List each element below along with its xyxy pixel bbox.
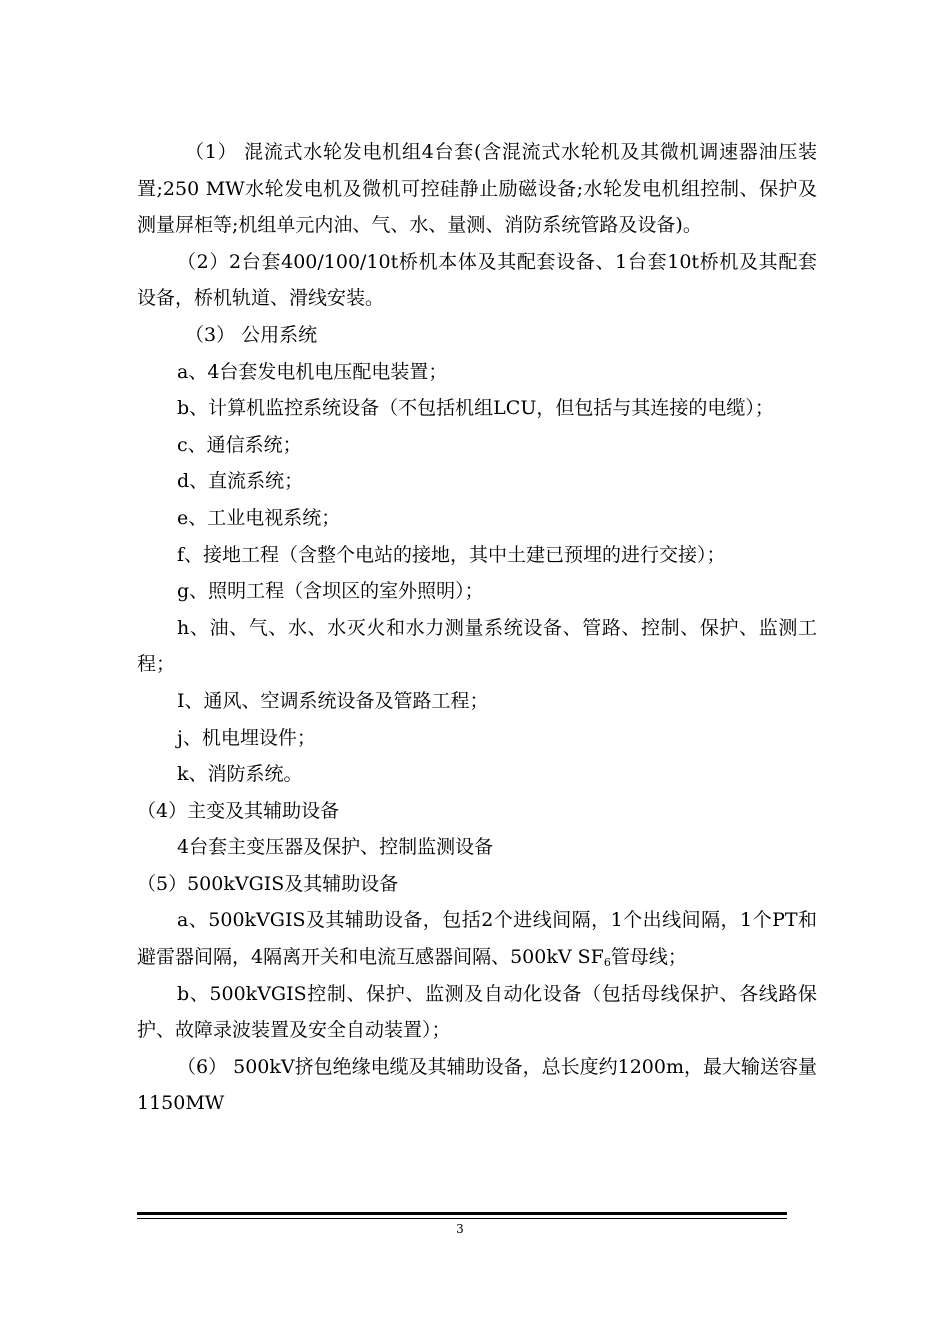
list-item-j: j、机电埋设件； <box>177 726 316 749</box>
list-item-5a-tail: 管母线； <box>610 946 687 969</box>
paragraph-item-1: （1） 混流式水轮发电机组4台套(含混流式水轮机及其微机调速器油压装置;250 MW水轮发电机及微机可控硅静止励磁设备;水轮发电机组控制、保护及测量屏柜等;机组单元内油、气、水、量测、消防系统管路及设备)。 <box>137 141 817 237</box>
paragraph-item-4-heading: （4）主变及其辅助设备 <box>137 799 340 822</box>
document-body <box>137 134 817 1122</box>
list-item-e: e、工业电视系统； <box>177 506 341 529</box>
list-item-c: c、通信系统； <box>177 433 302 456</box>
list-item-i: I、通风、空调系统设备及管路工程； <box>177 689 489 712</box>
sf6-subscript: 6 <box>603 956 611 970</box>
list-item-b: b、计算机监控系统设备（不包括机组LCU，但包括与其连接的电缆）； <box>177 397 774 420</box>
list-item-a: a、4台套发电机电压配电装置； <box>177 360 448 383</box>
paragraph-item-5-heading: （5）500kVGIS及其辅助设备 <box>137 872 399 895</box>
list-item-d: d、直流系统； <box>177 470 304 493</box>
list-item-k: k、消防系统。 <box>177 763 303 786</box>
paragraph-item-6: （6） 500kV挤包绝缘电缆及其辅助设备，总长度约1200m，最大输送容量1150MW <box>137 1055 817 1115</box>
paragraph-item-3-heading: （3） 公用系统 <box>185 323 318 346</box>
list-item-f: f、接地工程（含整个电站的接地，其中土建已预埋的进行交接）； <box>177 543 726 566</box>
list-item-5b: b、500kVGIS控制、保护、监测及自动化设备（包括母线保护、各线路保护、故障录波装置及安全自动装置）； <box>137 982 817 1042</box>
page-number: 3 <box>456 1222 464 1236</box>
paragraph-item-4-body: 4台套主变压器及保护、控制监测设备 <box>177 836 494 859</box>
list-item-h: h、油、气、水、水灭火和水力测量系统设备、管路、控制、保护、监测工程； <box>137 616 817 676</box>
list-item-5a-text: a、500kVGIS及其辅助设备，包括2个进线间隔，1个出线间隔，1个PT和避雷器间隔，4隔离开关和电流互感器间隔、500kV SF <box>137 909 817 969</box>
list-item-5a <box>137 902 817 975</box>
list-item-g: g、照明工程（含坝区的室外照明）； <box>177 580 484 603</box>
footer-rule-thin <box>137 1218 787 1219</box>
paragraph-item-2: （2）2台套400/100/10t桥机本体及其配套设备、1台套10t桥机及其配套设备，桥机轨道、滑线安装。 <box>137 250 817 310</box>
footer-rule-thick <box>137 1212 787 1215</box>
